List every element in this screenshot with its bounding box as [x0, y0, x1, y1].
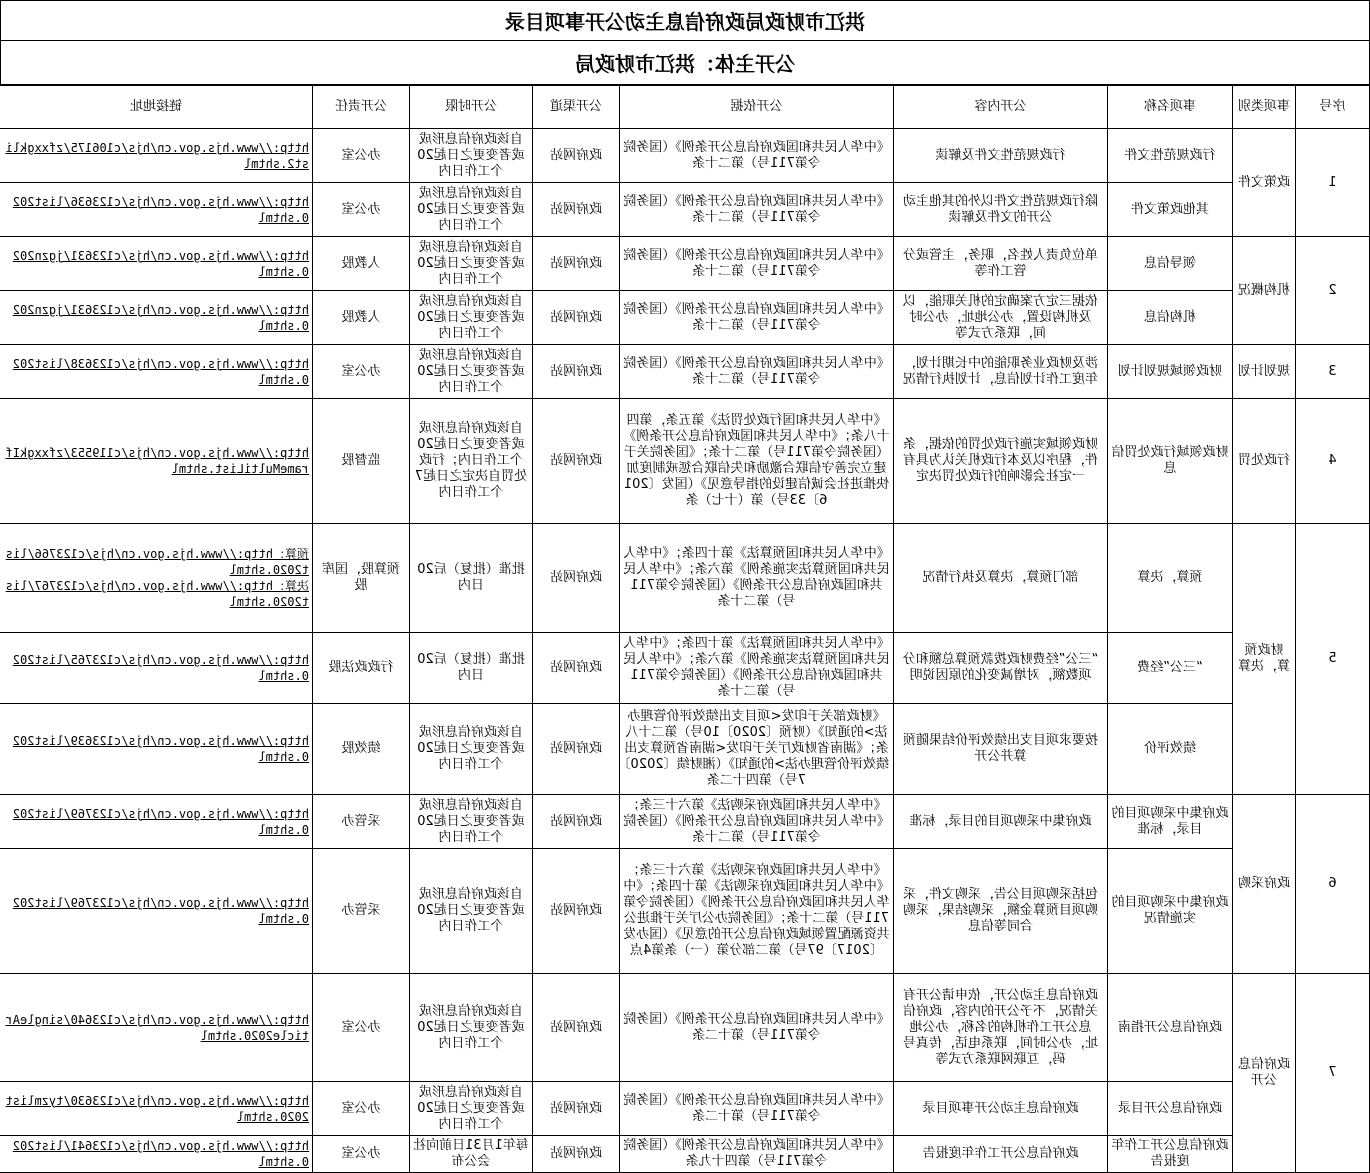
channel-cell: 政府网站: [533, 129, 620, 183]
row-number-cell: 5: [1296, 524, 1370, 795]
basis-cell: 《中华人民共和国政府信息公开条例》（国务院令第711号）第四十九条: [620, 1136, 894, 1173]
link-cell[interactable]: http://www.hjs.gov.cn/hjs/c123631/jgzn2020.shtml: [0, 237, 313, 291]
link-cell[interactable]: http://www.hjs.gov.cn/hjs/c123630/tyzmlist2020.shtml: [0, 1082, 313, 1136]
channel-cell: 政府网站: [533, 399, 620, 524]
row-number-cell: 7: [1296, 974, 1370, 1173]
item-name-cell: 机构信息: [1108, 291, 1233, 345]
basis-cell: 《中华人民共和国政府采购法》第六十三条；《中华人民共和国政府信息公开条例》（国务院令第711号）第二十条: [620, 795, 894, 849]
responsible-cell: 绩效股: [313, 704, 410, 795]
content-cell: 政府信息主动公开，依申请公开有关情况，不予公开的内容，政府信息公开工作机构的名称，办公地址，办公时间，联系电话，传真号码，互联网联系方式等: [894, 974, 1108, 1082]
responsible-cell: 办公室: [313, 183, 410, 237]
channel-cell: 政府网站: [533, 704, 620, 795]
item-name-cell: 政府信息公开工作年度报告: [1108, 1136, 1233, 1173]
responsible-cell: 办公室: [313, 345, 410, 399]
channel-cell: 政府网站: [533, 1082, 620, 1136]
link-cell[interactable]: http://www.hjs.gov.cn/hjs/c119553/zfxxgkIframeMultiList.shtml: [0, 399, 313, 524]
row-number-cell: 3: [1296, 345, 1370, 399]
header-deadline: 公开时限: [410, 86, 533, 129]
basis-cell: 《中华人民共和国行政处罚法》第五条，第四十八条；《中华人民共和国政府信息公开条例》（国务院令第711号）第二十条；《国务院关于建立完善守信联合激励和失信联合惩戒制度加快推进社会诚信建设的指导意见》（国发〔2016〕33号）第（十七）条: [620, 399, 894, 524]
content-cell: 涉及财政业务职能的中长期计划，年度工作计划信息，计划执行情况: [894, 345, 1108, 399]
publishing-subject: 公开主体：洪江市财政局: [0, 41, 1370, 85]
link-cell[interactable]: 预算：http://www.hjs.gov.cn/hjs/c123766/list2020.shtml 决算：http://www.hjs.gov.cn/hjs/c123767/list2020.shtml: [0, 524, 313, 633]
category-cell: 政策文件: [1233, 129, 1296, 237]
item-name-cell: 政府信息公开指南: [1108, 974, 1233, 1082]
table-row: [0, 795, 1370, 849]
table-row: [0, 704, 1370, 795]
content-cell: 政府集中采购项目的目录，标准: [894, 795, 1108, 849]
category-cell: 财政预算，决算: [1233, 524, 1296, 795]
item-name-cell: 财政领域行政处罚信息: [1108, 399, 1233, 524]
content-cell: 部门预算，决算及执行情况: [894, 524, 1108, 633]
item-name-cell: “三公”经费: [1108, 633, 1233, 704]
category-cell: 政府信息公开: [1233, 974, 1296, 1173]
responsible-cell: 采管办: [313, 795, 410, 849]
link-cell[interactable]: http://www.hjs.gov.cn/hjs/c123639/list2020.shtml: [0, 704, 313, 795]
responsible-cell: 人教股: [313, 291, 410, 345]
channel-cell: 政府网站: [533, 1136, 620, 1173]
item-name-cell: 行政规范性文件: [1108, 129, 1233, 183]
channel-cell: 政府网站: [533, 183, 620, 237]
basis-cell: 《中华人民共和国政府信息公开条例》（国务院令第711号）第十二条: [620, 1082, 894, 1136]
channel-cell: 政府网站: [533, 849, 620, 974]
row-number-cell: 6: [1296, 795, 1370, 974]
item-name-cell: 政府集中采购项目的实施情况: [1108, 849, 1233, 974]
link-cell[interactable]: http://www.hjs.gov.cn/hjs/c123631/jgzn2020.shtml: [0, 291, 313, 345]
table-row: [0, 633, 1370, 704]
category-cell: 政府采购: [1233, 795, 1296, 974]
deadline-cell: 自该政府信息形成或者变更之日起20个工作日内: [410, 237, 533, 291]
item-name-cell: 领导信息: [1108, 237, 1233, 291]
item-name-cell: 政府信息公开目录: [1108, 1082, 1233, 1136]
basis-cell: 《中华人民共和国政府采购法》第六十三条；《中华人民共和国政府采购法》第十四条；《中华人民共和国政府信息公开条例》（国务院令第711号）第二十条；《国务院办公厅关于推进公共资源配置领域政府信息公开的意见》（国办发〔2017〕97号）第二部分第（一）条第4点: [620, 849, 894, 974]
channel-cell: 政府网站: [533, 237, 620, 291]
table-row: [0, 1082, 1370, 1136]
content-cell: 行政规范性文件及解读: [894, 129, 1108, 183]
table-row: [0, 345, 1370, 399]
row-number-cell: 2: [1296, 237, 1370, 345]
table-row: [0, 399, 1370, 524]
table-row: [0, 974, 1370, 1082]
responsible-cell: 监督股: [313, 399, 410, 524]
header-item-name: 事项名称: [1108, 86, 1233, 129]
deadline-cell: 自该政府信息形成或者变更之日起20个工作日内: [410, 974, 533, 1082]
document-title: 洪江市财政局政府信息主动公开事项目录: [0, 0, 1370, 41]
content-cell: 单位负责人姓名，职务，主管或分管工作等: [894, 237, 1108, 291]
content-cell: 按要求项目支出绩效评价结果随预算并公开: [894, 704, 1108, 795]
channel-cell: 政府网站: [533, 795, 620, 849]
deadline-cell: 自该政府信息形成或者变更之日起20个工作日内: [410, 183, 533, 237]
deadline-cell: 自该政府信息形成或者变更之日起20个工作日内: [410, 345, 533, 399]
link-cell[interactable]: http://www.hjs.gov.cn/hjs/c123636/list2020.shtml: [0, 183, 313, 237]
link-cell[interactable]: http://www.hjs.gov.cn/hjs/c123638/list2020.shtml: [0, 345, 313, 399]
basis-cell: 《中华人民共和国政府信息公开条例》（国务院令第711号）第二十条: [620, 129, 894, 183]
link-cell[interactable]: http://www.hjs.gov.cn/hjs/c123640/singleArticle2020.shtml: [0, 974, 313, 1082]
responsible-cell: 办公室: [313, 1082, 410, 1136]
deadline-cell: 自该政府信息形成或者变更之日起20个工作日内；行政处罚自决定之日起7个工作日内: [410, 399, 533, 524]
row-number-cell: 4: [1296, 399, 1370, 524]
content-cell: “三公”经费财政拨款预算总额和分项数额，对增减变化的原因说明: [894, 633, 1108, 704]
basis-cell: 《中华人民共和国政府信息公开条例》（国务院令第711号）第二十条: [620, 345, 894, 399]
link-cell[interactable]: http://www.hjs.gov.cn/hjs/c123769/list2020.shtml: [0, 795, 313, 849]
row-number-cell: 1: [1296, 129, 1370, 237]
content-cell: 依据三定方案确定的机关职能，以及机构设置，办公地址，办公时间，联系方式等: [894, 291, 1108, 345]
channel-cell: 政府网站: [533, 345, 620, 399]
basis-cell: 《中华人民共和国政府信息公开条例》（国务院令第711号）第十二条: [620, 974, 894, 1082]
header-category: 事项类别: [1233, 86, 1296, 129]
table-row: [0, 849, 1370, 974]
item-name-cell: 政府集中采购项目的目录，标准: [1108, 795, 1233, 849]
basis-cell: 《中华人民共和国政府信息公开条例》（国务院令第711号）第二十条: [620, 237, 894, 291]
basis-cell: 《中华人民共和国政府信息公开条例》（国务院令第711号）第二十条: [620, 291, 894, 345]
channel-cell: 政府网站: [533, 524, 620, 633]
channel-cell: 政府网站: [533, 291, 620, 345]
item-name-cell: 绩效评价: [1108, 704, 1233, 795]
responsible-cell: 办公室: [313, 974, 410, 1082]
header-channel: 公开渠道: [533, 86, 620, 129]
deadline-cell: 自该政府信息形成或者变更之日起20个工作日内: [410, 849, 533, 974]
channel-cell: 政府网站: [533, 633, 620, 704]
basis-cell: 《中华人民共和国预算法》第十四条；《中华人民共和国预算法实施条例》第六条；《中华人民共和国政府信息公开条例》（国务院令第711号）第二十条: [620, 633, 894, 704]
deadline-cell: 批准（批复）后20日内: [410, 633, 533, 704]
category-cell: 规划计划: [1233, 345, 1296, 399]
header-no: 序号: [1296, 86, 1370, 129]
content-cell: 除行政规范性文件以外的其他主动公开的文件及解读: [894, 183, 1108, 237]
responsible-cell: 采管办: [313, 849, 410, 974]
basis-cell: 《中华人民共和国政府信息公开条例》（国务院令第711号）第二十条: [620, 183, 894, 237]
content-cell: 财政领域实施行政处罚的依据，条件，程序以及本行政机关认为具有一定社会影响的行政处罚决定: [894, 399, 1108, 524]
table-row: [0, 291, 1370, 345]
table-row: [0, 1136, 1370, 1173]
basis-cell: 《中华人民共和国预算法》第十四条；《中华人民共和国预算法实施条例》第六条；《中华人民共和国政府信息公开条例》（国务院令第711号）第二十条: [620, 524, 894, 633]
deadline-cell: 自该政府信息形成或者变更之日起20个工作日内: [410, 1082, 533, 1136]
item-name-cell: 其他政策文件: [1108, 183, 1233, 237]
deadline-cell: 自该政府信息形成或者变更之日起20个工作日内: [410, 795, 533, 849]
deadline-cell: 自该政府信息形成或者变更之日起20个工作日内: [410, 291, 533, 345]
disclosure-catalog-table: [0, 85, 1370, 1173]
link-cell[interactable]: http://www.hjs.gov.cn/hjs/c123765/list2020.shtml: [0, 633, 313, 704]
table-row: [0, 237, 1370, 291]
basis-cell: 《财政部关于印发<项目支出绩效评价管理办法>的通知》（财预〔2020〕10号）第二十八条；《湖南省财政厅关于印发<湖南省预算支出绩效评价管理办法>的通知》（湘财绩〔2020〕7号）第四十二条: [620, 704, 894, 795]
responsible-cell: 人教股: [313, 237, 410, 291]
table-row: [0, 183, 1370, 237]
item-name-cell: 预算，决算: [1108, 524, 1233, 633]
responsible-cell: 办公室: [313, 1136, 410, 1173]
responsible-cell: 行政政法股: [313, 633, 410, 704]
responsible-cell: 预算股，国库股: [313, 524, 410, 633]
category-cell: 行政处罚: [1233, 399, 1296, 524]
category-cell: 机构概况: [1233, 237, 1296, 345]
table-header-row: [0, 86, 1370, 129]
header-link: 链接地址: [0, 86, 313, 129]
content-cell: 包括采购项目公告，采购文件，采购项目预算金额，采购结果，采购合同等信息: [894, 849, 1108, 974]
deadline-cell: 批准（批复）后20日内: [410, 524, 533, 633]
deadline-cell: 每年1月31日前向社会公布: [410, 1136, 533, 1173]
content-cell: 政府信息公开工作年度报告: [894, 1136, 1108, 1173]
header-basis: 公开依据: [620, 86, 894, 129]
link-cell[interactable]: http://www.hjs.gov.cn/hjs/c123769/list2020.shtml: [0, 849, 313, 974]
table-row: [0, 129, 1370, 183]
deadline-cell: 自该政府信息形成或者变更之日起20个工作日内: [410, 704, 533, 795]
header-content: 公开内容: [894, 86, 1108, 129]
content-cell: 政府信息主动公开事项目录: [894, 1082, 1108, 1136]
header-responsible: 公开责任: [313, 86, 410, 129]
link-cell[interactable]: http://www.hjs.gov.cn/hjs/c106175/zfxxgklist2.shtml: [0, 129, 313, 183]
item-name-cell: 财政领域规划计划: [1108, 345, 1233, 399]
table-row: [0, 524, 1370, 633]
responsible-cell: 办公室: [313, 129, 410, 183]
link-cell[interactable]: http://www.hjs.gov.cn/hjs/c123641/list2020.shtml: [0, 1136, 313, 1173]
deadline-cell: 自该政府信息形成或者变更之日起20个工作日内: [410, 129, 533, 183]
channel-cell: 政府网站: [533, 974, 620, 1082]
